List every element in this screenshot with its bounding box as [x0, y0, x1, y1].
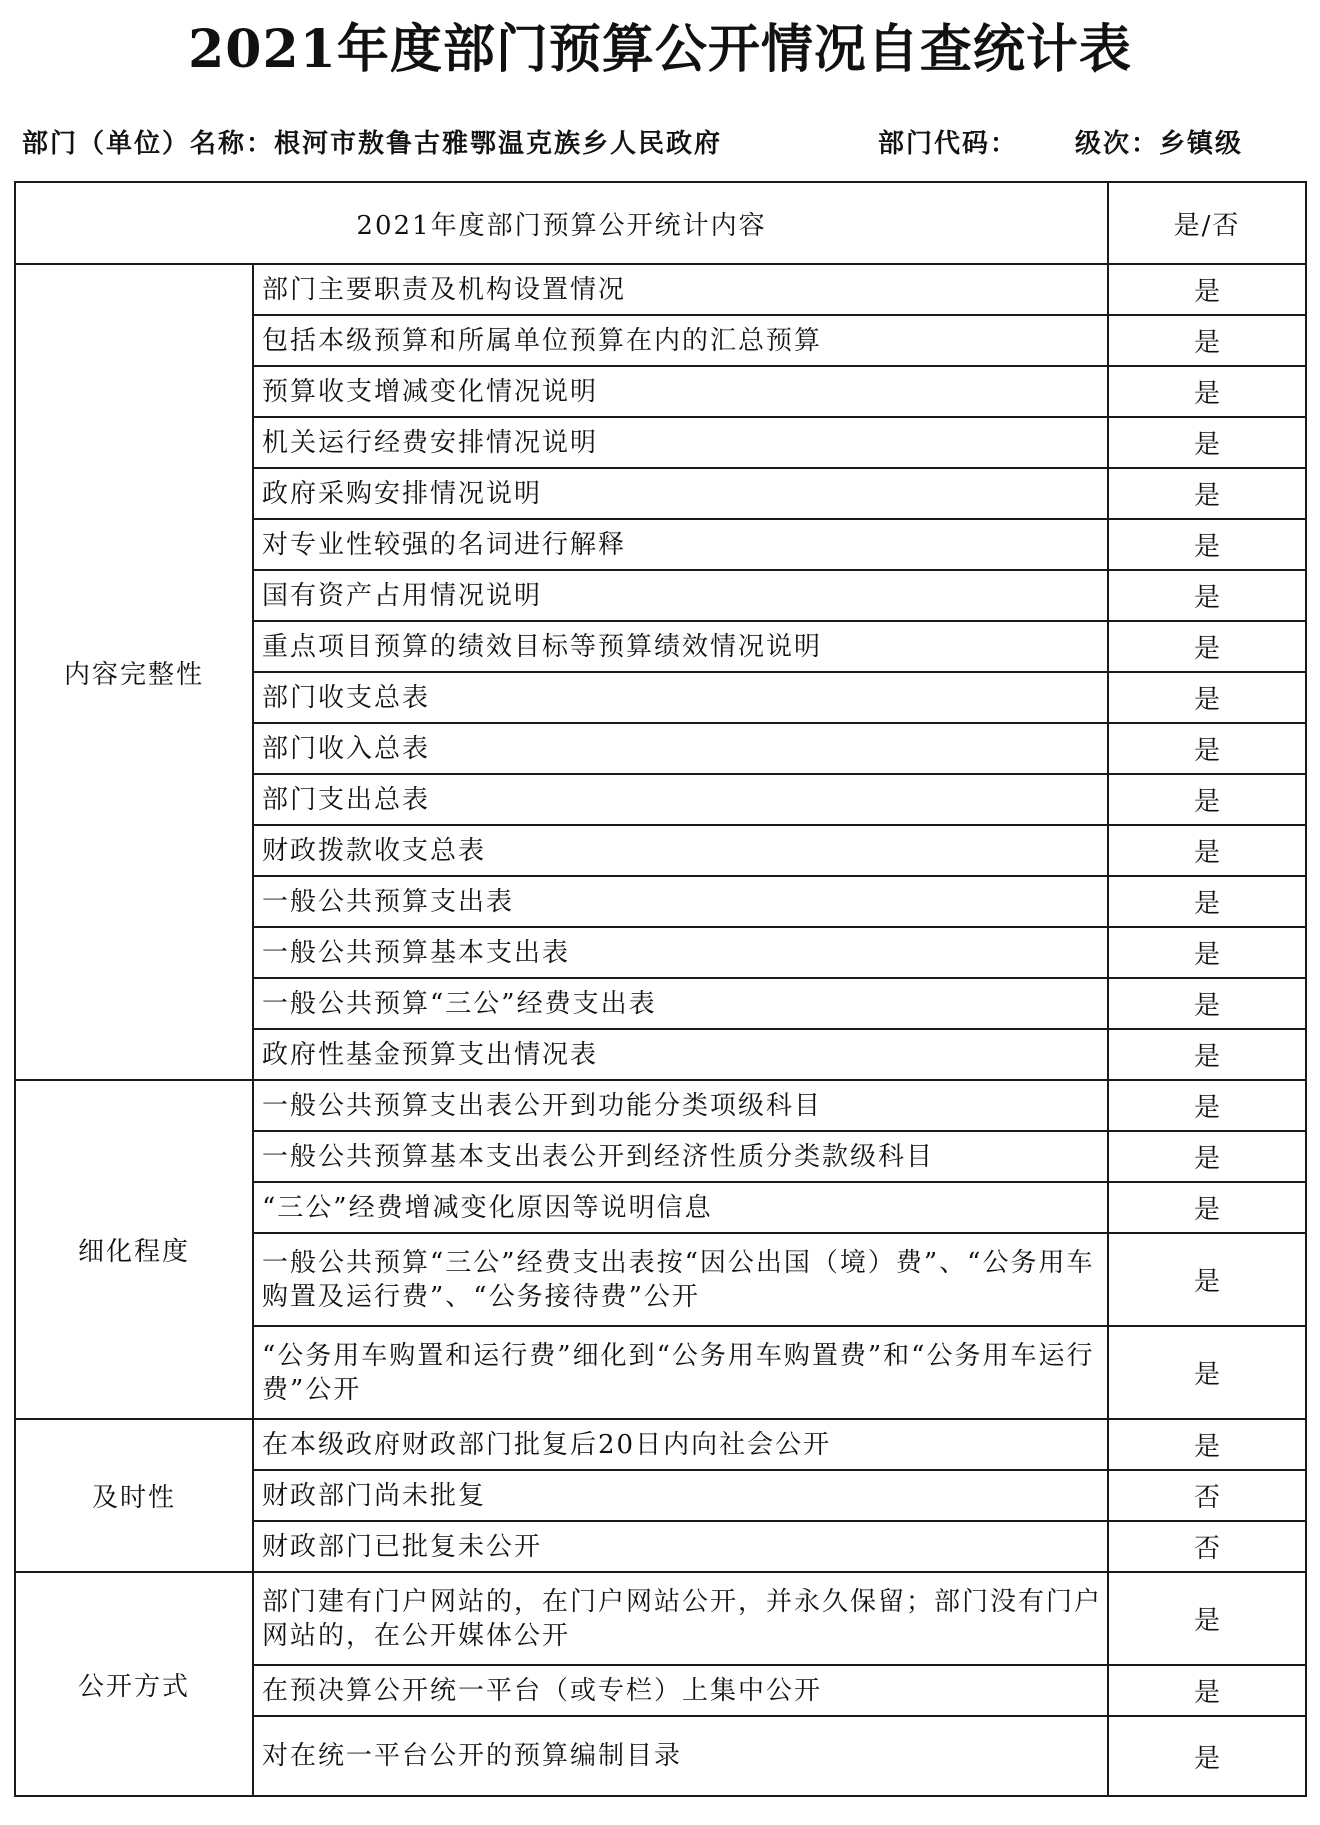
department-name: 部门（单位）名称：根河市敖鲁古雅鄂温克族乡人民政府 [22, 129, 723, 159]
item-cell: 重点项目预算的绩效目标等预算绩效情况说明 [253, 621, 1108, 672]
item-cell: “公务用车购置和运行费”细化到“公务用车购置费”和“公务用车运行费”公开 [253, 1326, 1108, 1419]
table-body [15, 264, 1306, 1796]
yes-no-cell: 是 [1108, 1572, 1306, 1665]
yes-no-cell: 是 [1108, 621, 1306, 672]
yes-no-cell: 否 [1108, 1521, 1306, 1572]
yes-no-cell: 是 [1108, 1716, 1306, 1796]
item-cell: 国有资产占用情况说明 [253, 570, 1108, 621]
yes-no-cell: 是 [1108, 1665, 1306, 1716]
category-cell: 公开方式 [15, 1572, 253, 1796]
item-cell: 对专业性较强的名词进行解释 [253, 519, 1108, 570]
item-cell: 财政部门尚未批复 [253, 1470, 1108, 1521]
header-content-cell: 2021年度部门预算公开统计内容 [15, 182, 1108, 264]
yes-no-cell: 是 [1108, 1029, 1306, 1080]
header-yes-no-cell: 是/否 [1108, 182, 1306, 264]
item-cell: 政府性基金预算支出情况表 [253, 1029, 1108, 1080]
category-cell: 及时性 [15, 1419, 253, 1572]
yes-no-cell: 是 [1108, 417, 1306, 468]
item-cell: 一般公共预算“三公”经费支出表按“因公出国（境）费”、“公务用车购置及运行费”、“公务接待费”公开 [253, 1233, 1108, 1326]
yes-no-cell: 是 [1108, 366, 1306, 417]
item-cell: 对在统一平台公开的预算编制目录 [253, 1716, 1108, 1796]
item-cell: 一般公共预算基本支出表公开到经济性质分类款级科目 [253, 1131, 1108, 1182]
page-title: 2021年度部门预算公开情况自查统计表 [188, 19, 1132, 80]
yes-no-cell: 是 [1108, 978, 1306, 1029]
item-cell: 财政拨款收支总表 [253, 825, 1108, 876]
self-check-table [14, 181, 1307, 1797]
yes-no-cell: 是 [1108, 876, 1306, 927]
yes-no-cell: 是 [1108, 1131, 1306, 1182]
item-cell: 部门收入总表 [253, 723, 1108, 774]
yes-no-cell: 是 [1108, 1233, 1306, 1326]
item-cell: 一般公共预算支出表公开到功能分类项级科目 [253, 1080, 1108, 1131]
yes-no-cell: 是 [1108, 927, 1306, 978]
table-row [15, 1080, 1306, 1131]
category-cell: 内容完整性 [15, 264, 253, 1080]
item-cell: 部门主要职责及机构设置情况 [253, 264, 1108, 315]
yes-no-cell: 是 [1108, 264, 1306, 315]
item-cell: 在本级政府财政部门批复后20日内向社会公开 [253, 1419, 1108, 1470]
item-cell: 部门支出总表 [253, 774, 1108, 825]
item-cell: 机关运行经费安排情况说明 [253, 417, 1108, 468]
department-level: 级次：乡镇级 [1075, 129, 1244, 159]
table-row [15, 1419, 1306, 1470]
item-cell: 部门收支总表 [253, 672, 1108, 723]
item-cell: 部门建有门户网站的，在门户网站公开，并永久保留；部门没有门户网站的，在公开媒体公开 [253, 1572, 1108, 1665]
table-row [15, 1572, 1306, 1665]
item-cell: 财政部门已批复未公开 [253, 1521, 1108, 1572]
yes-no-cell: 是 [1108, 774, 1306, 825]
item-cell: 一般公共预算支出表 [253, 876, 1108, 927]
item-cell: “三公”经费增减变化原因等说明信息 [253, 1182, 1108, 1233]
yes-no-cell: 是 [1108, 519, 1306, 570]
item-cell: 一般公共预算基本支出表 [253, 927, 1108, 978]
item-cell: 包括本级预算和所属单位预算在内的汇总预算 [253, 315, 1108, 366]
yes-no-cell: 是 [1108, 468, 1306, 519]
item-cell: 在预决算公开统一平台（或专栏）上集中公开 [253, 1665, 1108, 1716]
table-row [15, 264, 1306, 315]
department-code: 部门代码： [878, 129, 1019, 159]
yes-no-cell: 是 [1108, 825, 1306, 876]
table-header-row [15, 182, 1306, 264]
document-meta [22, 124, 1300, 164]
yes-no-cell: 是 [1108, 1326, 1306, 1419]
yes-no-cell: 是 [1108, 1419, 1306, 1470]
yes-no-cell: 是 [1108, 672, 1306, 723]
yes-no-cell: 是 [1108, 315, 1306, 366]
yes-no-cell: 是 [1108, 1080, 1306, 1131]
yes-no-cell: 是 [1108, 570, 1306, 621]
category-cell: 细化程度 [15, 1080, 253, 1419]
yes-no-cell: 否 [1108, 1470, 1306, 1521]
item-cell: 政府采购安排情况说明 [253, 468, 1108, 519]
item-cell: 一般公共预算“三公”经费支出表 [253, 978, 1108, 1029]
item-cell: 预算收支增减变化情况说明 [253, 366, 1108, 417]
yes-no-cell: 是 [1108, 1182, 1306, 1233]
yes-no-cell: 是 [1108, 723, 1306, 774]
